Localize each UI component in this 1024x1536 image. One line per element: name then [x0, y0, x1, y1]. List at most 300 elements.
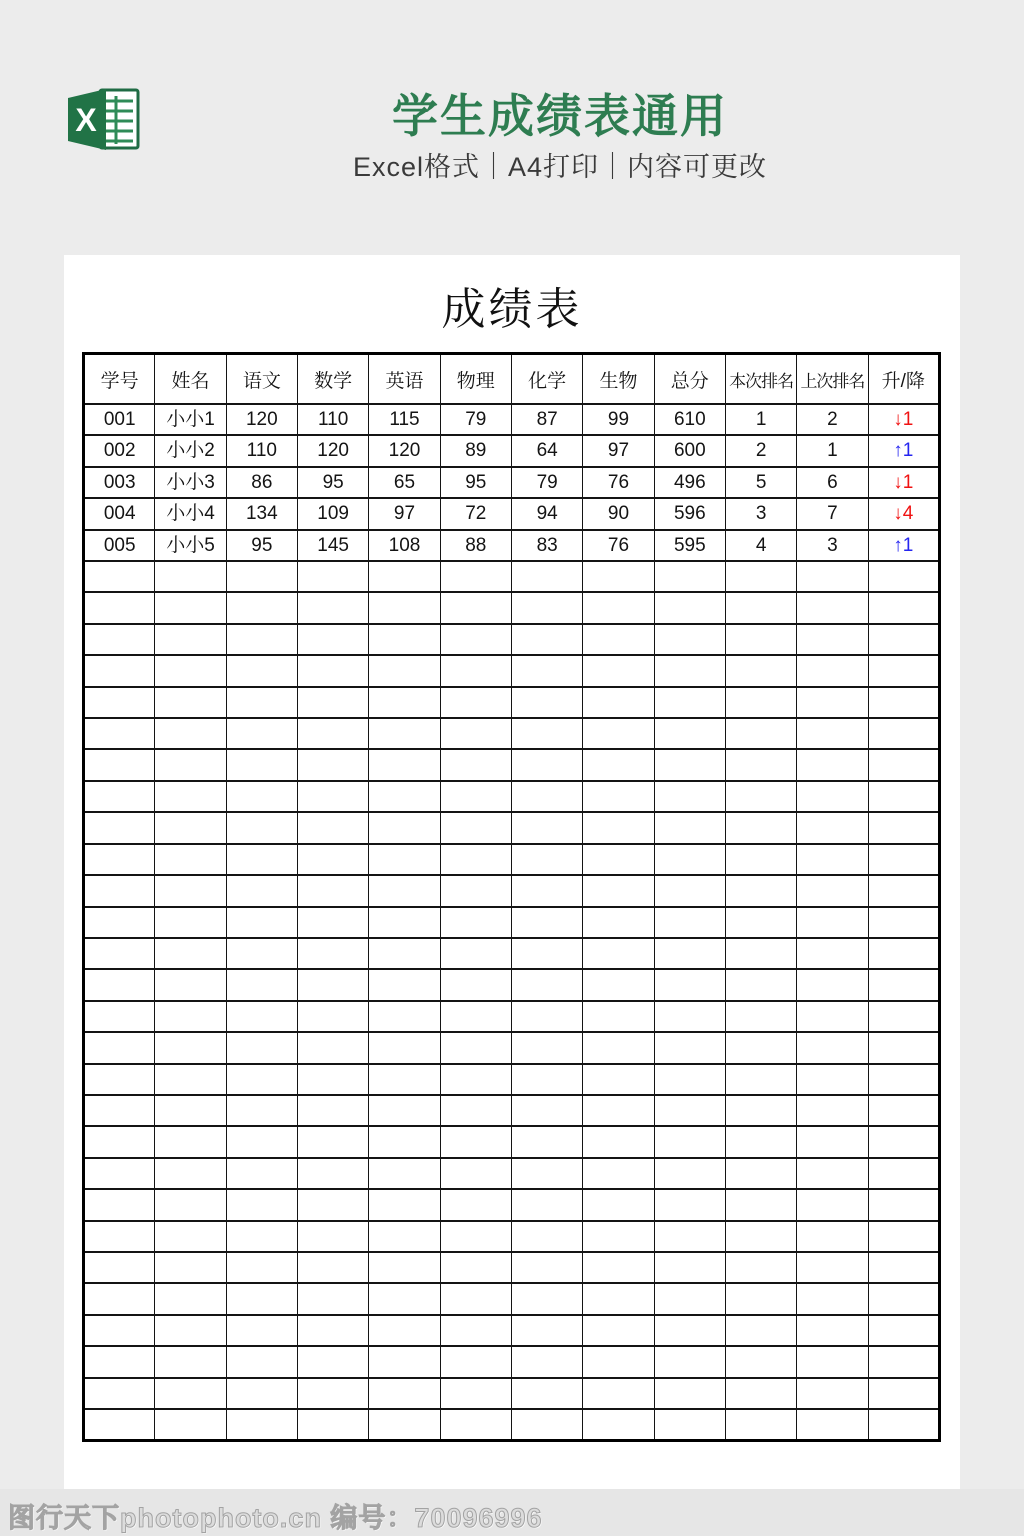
empty-cell — [155, 938, 226, 969]
grade-cell: 1 — [725, 404, 796, 435]
grade-cell: 001 — [84, 404, 155, 435]
empty-cell — [868, 969, 939, 1000]
empty-cell — [440, 1032, 511, 1063]
grade-cell: 99 — [583, 404, 654, 435]
empty-cell — [511, 907, 582, 938]
empty-cell — [654, 592, 725, 623]
empty-cell — [440, 1064, 511, 1095]
title-block — [48, 90, 1024, 182]
empty-cell — [155, 1378, 226, 1409]
empty-cell — [440, 812, 511, 843]
grade-cell: 3 — [797, 530, 868, 561]
empty-cell — [583, 1158, 654, 1189]
empty-cell — [440, 561, 511, 592]
empty-cell — [797, 687, 868, 718]
empty-cell — [440, 875, 511, 906]
empty-cell — [583, 1252, 654, 1283]
empty-cell — [440, 655, 511, 686]
empty-cell — [369, 875, 440, 906]
empty-cell — [583, 907, 654, 938]
empty-cell — [297, 812, 368, 843]
empty-cell — [297, 1126, 368, 1157]
empty-cell — [511, 1001, 582, 1032]
empty-row — [84, 624, 940, 655]
empty-cell — [868, 655, 939, 686]
grade-cell: 7 — [797, 498, 868, 529]
empty-cell — [868, 1126, 939, 1157]
empty-cell — [297, 1346, 368, 1377]
empty-cell — [440, 718, 511, 749]
empty-cell — [583, 1409, 654, 1441]
empty-cell — [725, 1095, 796, 1126]
empty-cell — [583, 1283, 654, 1314]
empty-cell — [868, 781, 939, 812]
empty-cell — [511, 655, 582, 686]
empty-cell — [725, 1378, 796, 1409]
empty-cell — [155, 1283, 226, 1314]
empty-cell — [369, 561, 440, 592]
empty-cell — [155, 781, 226, 812]
empty-cell — [297, 1378, 368, 1409]
empty-cell — [511, 1346, 582, 1377]
empty-row — [84, 1378, 940, 1409]
empty-cell — [797, 1221, 868, 1252]
empty-cell — [155, 844, 226, 875]
rank-change-cell: ↓4 — [868, 498, 939, 529]
grade-cell: 004 — [84, 498, 155, 529]
empty-cell — [511, 561, 582, 592]
empty-cell — [155, 812, 226, 843]
empty-cell — [84, 592, 155, 623]
column-header-chemistry: 化学 — [511, 354, 582, 405]
empty-cell — [511, 1158, 582, 1189]
grade-cell: 94 — [511, 498, 582, 529]
empty-cell — [84, 1095, 155, 1126]
grade-cell: 小小4 — [155, 498, 226, 529]
grade-cell: 110 — [226, 435, 297, 466]
empty-cell — [84, 749, 155, 780]
column-header-physics: 物理 — [440, 354, 511, 405]
empty-cell — [868, 718, 939, 749]
empty-cell — [297, 844, 368, 875]
empty-cell — [868, 938, 939, 969]
footer-bar — [0, 1489, 1024, 1536]
empty-cell — [583, 844, 654, 875]
grade-cell: 610 — [654, 404, 725, 435]
empty-cell — [155, 655, 226, 686]
empty-cell — [868, 1283, 939, 1314]
empty-cell — [654, 1283, 725, 1314]
empty-cell — [725, 781, 796, 812]
empty-cell — [155, 1252, 226, 1283]
empty-cell — [797, 1095, 868, 1126]
empty-cell — [440, 1126, 511, 1157]
empty-row — [84, 687, 940, 718]
empty-cell — [654, 1189, 725, 1220]
empty-cell — [511, 844, 582, 875]
empty-cell — [155, 1001, 226, 1032]
empty-cell — [297, 749, 368, 780]
empty-cell — [155, 1221, 226, 1252]
grade-table — [82, 352, 941, 1442]
empty-cell — [797, 1409, 868, 1441]
empty-row — [84, 812, 940, 843]
empty-cell — [511, 1095, 582, 1126]
empty-cell — [369, 1064, 440, 1095]
empty-cell — [226, 1189, 297, 1220]
empty-cell — [369, 655, 440, 686]
empty-cell — [297, 1252, 368, 1283]
empty-cell — [511, 1189, 582, 1220]
empty-cell — [797, 1032, 868, 1063]
empty-cell — [155, 1315, 226, 1346]
empty-cell — [868, 812, 939, 843]
empty-cell — [440, 624, 511, 655]
empty-cell — [725, 687, 796, 718]
empty-row — [84, 1252, 940, 1283]
empty-cell — [440, 1189, 511, 1220]
empty-cell — [226, 875, 297, 906]
empty-cell — [297, 907, 368, 938]
empty-cell — [226, 1126, 297, 1157]
empty-cell — [511, 687, 582, 718]
empty-cell — [297, 969, 368, 1000]
empty-cell — [440, 938, 511, 969]
empty-cell — [725, 844, 796, 875]
empty-cell — [583, 781, 654, 812]
empty-cell — [725, 1221, 796, 1252]
empty-cell — [654, 875, 725, 906]
empty-cell — [440, 1252, 511, 1283]
empty-row — [84, 561, 940, 592]
empty-cell — [369, 1283, 440, 1314]
empty-cell — [511, 875, 582, 906]
empty-cell — [369, 1158, 440, 1189]
grade-cell: 3 — [725, 498, 796, 529]
empty-cell — [155, 1126, 226, 1157]
empty-cell — [725, 812, 796, 843]
empty-cell — [725, 655, 796, 686]
empty-cell — [84, 781, 155, 812]
empty-cell — [297, 561, 368, 592]
column-header-change: 升/降 — [868, 354, 939, 405]
grade-cell: 小小1 — [155, 404, 226, 435]
grade-cell: 005 — [84, 530, 155, 561]
empty-cell — [868, 1189, 939, 1220]
column-header-total: 总分 — [654, 354, 725, 405]
empty-cell — [583, 561, 654, 592]
empty-cell — [226, 1095, 297, 1126]
empty-cell — [725, 1126, 796, 1157]
empty-cell — [725, 561, 796, 592]
empty-cell — [511, 1409, 582, 1441]
empty-cell — [511, 1126, 582, 1157]
empty-cell — [440, 781, 511, 812]
grade-cell: 95 — [226, 530, 297, 561]
grade-cell: 4 — [725, 530, 796, 561]
table-row — [84, 467, 940, 498]
empty-cell — [369, 1346, 440, 1377]
grade-cell: 496 — [654, 467, 725, 498]
empty-cell — [155, 1158, 226, 1189]
empty-cell — [369, 718, 440, 749]
grade-cell: 89 — [440, 435, 511, 466]
empty-cell — [226, 561, 297, 592]
empty-cell — [155, 1095, 226, 1126]
column-header-math: 数学 — [297, 354, 368, 405]
empty-cell — [369, 844, 440, 875]
empty-cell — [725, 1158, 796, 1189]
empty-cell — [583, 624, 654, 655]
empty-cell — [725, 969, 796, 1000]
empty-cell — [369, 592, 440, 623]
empty-cell — [511, 938, 582, 969]
empty-cell — [440, 749, 511, 780]
grade-cell: 87 — [511, 404, 582, 435]
empty-cell — [583, 969, 654, 1000]
empty-cell — [440, 1001, 511, 1032]
empty-cell — [868, 907, 939, 938]
grade-cell: 72 — [440, 498, 511, 529]
grade-cell: 596 — [654, 498, 725, 529]
empty-cell — [868, 687, 939, 718]
empty-cell — [297, 1095, 368, 1126]
grade-cell: 120 — [369, 435, 440, 466]
empty-cell — [797, 1064, 868, 1095]
empty-cell — [725, 1315, 796, 1346]
empty-cell — [84, 624, 155, 655]
empty-cell — [654, 1095, 725, 1126]
empty-cell — [155, 1346, 226, 1377]
empty-cell — [226, 592, 297, 623]
empty-cell — [369, 812, 440, 843]
empty-cell — [440, 1315, 511, 1346]
empty-cell — [84, 1221, 155, 1252]
empty-cell — [725, 1032, 796, 1063]
empty-cell — [297, 1283, 368, 1314]
empty-cell — [583, 1378, 654, 1409]
empty-cell — [84, 907, 155, 938]
empty-cell — [725, 749, 796, 780]
empty-cell — [440, 844, 511, 875]
empty-cell — [84, 1126, 155, 1157]
empty-cell — [297, 1158, 368, 1189]
empty-cell — [725, 1001, 796, 1032]
empty-cell — [226, 1315, 297, 1346]
column-header-chinese: 语文 — [226, 354, 297, 405]
empty-row — [84, 844, 940, 875]
empty-cell — [725, 1409, 796, 1441]
grade-cell: 76 — [583, 467, 654, 498]
empty-cell — [868, 1315, 939, 1346]
empty-cell — [654, 812, 725, 843]
empty-cell — [654, 1158, 725, 1189]
empty-cell — [583, 1064, 654, 1095]
empty-cell — [725, 1346, 796, 1377]
empty-cell — [725, 907, 796, 938]
empty-row — [84, 1409, 940, 1441]
empty-row — [84, 749, 940, 780]
table-row — [84, 530, 940, 561]
grade-cell: 小小5 — [155, 530, 226, 561]
table-row — [84, 404, 940, 435]
empty-cell — [797, 592, 868, 623]
rank-change-cell: ↓1 — [868, 467, 939, 498]
empty-cell — [440, 1221, 511, 1252]
empty-cell — [583, 1032, 654, 1063]
column-header-name: 姓名 — [155, 354, 226, 405]
empty-cell — [654, 687, 725, 718]
empty-cell — [155, 624, 226, 655]
empty-cell — [654, 1064, 725, 1095]
grade-cell: 108 — [369, 530, 440, 561]
document-card — [64, 255, 960, 1489]
grade-cell: 595 — [654, 530, 725, 561]
empty-cell — [297, 875, 368, 906]
empty-cell — [654, 749, 725, 780]
empty-cell — [226, 907, 297, 938]
empty-cell — [369, 969, 440, 1000]
empty-cell — [440, 1346, 511, 1377]
grade-cell: 2 — [725, 435, 796, 466]
empty-cell — [155, 875, 226, 906]
empty-cell — [440, 1283, 511, 1314]
grade-cell: 110 — [297, 404, 368, 435]
empty-cell — [369, 1189, 440, 1220]
empty-cell — [226, 1283, 297, 1314]
column-header-current-rank: 本次排名 — [725, 354, 796, 405]
empty-row — [84, 1158, 940, 1189]
empty-cell — [84, 1283, 155, 1314]
column-header-id: 学号 — [84, 354, 155, 405]
grade-cell: 120 — [226, 404, 297, 435]
empty-cell — [583, 1189, 654, 1220]
empty-cell — [84, 1252, 155, 1283]
empty-cell — [654, 1315, 725, 1346]
empty-cell — [797, 781, 868, 812]
empty-cell — [654, 907, 725, 938]
empty-cell — [440, 687, 511, 718]
empty-cell — [511, 1283, 582, 1314]
empty-cell — [440, 1095, 511, 1126]
svg-text:X: X — [75, 102, 97, 138]
empty-cell — [297, 687, 368, 718]
empty-cell — [511, 624, 582, 655]
empty-cell — [797, 1346, 868, 1377]
empty-cell — [84, 875, 155, 906]
grade-cell: 97 — [583, 435, 654, 466]
column-header-previous-rank: 上次排名 — [797, 354, 868, 405]
empty-cell — [84, 812, 155, 843]
grade-cell: 003 — [84, 467, 155, 498]
empty-cell — [797, 875, 868, 906]
empty-cell — [868, 1378, 939, 1409]
empty-cell — [297, 624, 368, 655]
empty-cell — [797, 812, 868, 843]
empty-cell — [155, 718, 226, 749]
empty-cell — [583, 718, 654, 749]
empty-cell — [511, 749, 582, 780]
table-row — [84, 498, 940, 529]
empty-cell — [511, 718, 582, 749]
empty-cell — [297, 1189, 368, 1220]
grade-table-body — [84, 404, 940, 1441]
empty-cell — [84, 969, 155, 1000]
column-header-biology: 生物 — [583, 354, 654, 405]
empty-row — [84, 938, 940, 969]
empty-cell — [868, 1032, 939, 1063]
empty-cell — [226, 938, 297, 969]
empty-row — [84, 1001, 940, 1032]
empty-cell — [84, 844, 155, 875]
empty-cell — [654, 1378, 725, 1409]
empty-cell — [583, 1315, 654, 1346]
empty-cell — [226, 624, 297, 655]
empty-cell — [868, 875, 939, 906]
empty-cell — [155, 1064, 226, 1095]
empty-cell — [511, 592, 582, 623]
grade-cell: 1 — [797, 435, 868, 466]
grade-cell: 600 — [654, 435, 725, 466]
grade-cell: 134 — [226, 498, 297, 529]
empty-row — [84, 1315, 940, 1346]
empty-cell — [369, 781, 440, 812]
grade-cell: 65 — [369, 467, 440, 498]
empty-cell — [369, 1095, 440, 1126]
empty-row — [84, 1189, 940, 1220]
empty-cell — [725, 1252, 796, 1283]
empty-cell — [654, 718, 725, 749]
empty-cell — [297, 655, 368, 686]
empty-cell — [155, 1032, 226, 1063]
empty-cell — [583, 687, 654, 718]
empty-cell — [297, 1221, 368, 1252]
empty-cell — [297, 1315, 368, 1346]
empty-cell — [226, 1346, 297, 1377]
header-row — [84, 354, 940, 405]
empty-row — [84, 1064, 940, 1095]
empty-cell — [84, 1001, 155, 1032]
empty-cell — [797, 1378, 868, 1409]
empty-cell — [369, 1409, 440, 1441]
empty-cell — [654, 561, 725, 592]
empty-cell — [84, 1409, 155, 1441]
empty-cell — [797, 1283, 868, 1314]
empty-cell — [297, 1001, 368, 1032]
empty-cell — [583, 812, 654, 843]
empty-row — [84, 907, 940, 938]
empty-row — [84, 655, 940, 686]
empty-cell — [84, 1158, 155, 1189]
empty-cell — [226, 655, 297, 686]
grade-cell: 83 — [511, 530, 582, 561]
empty-cell — [868, 1252, 939, 1283]
empty-cell — [654, 938, 725, 969]
watermark-text: 图行天下photophoto.cn 编号：70096996 — [8, 1503, 543, 1533]
empty-cell — [797, 655, 868, 686]
empty-cell — [84, 655, 155, 686]
empty-cell — [84, 1189, 155, 1220]
empty-cell — [868, 1221, 939, 1252]
empty-cell — [868, 561, 939, 592]
sheet-title: 成绩表 — [441, 285, 583, 334]
empty-cell — [440, 969, 511, 1000]
empty-cell — [797, 561, 868, 592]
empty-cell — [226, 781, 297, 812]
empty-cell — [369, 1378, 440, 1409]
empty-cell — [583, 1346, 654, 1377]
empty-cell — [297, 938, 368, 969]
